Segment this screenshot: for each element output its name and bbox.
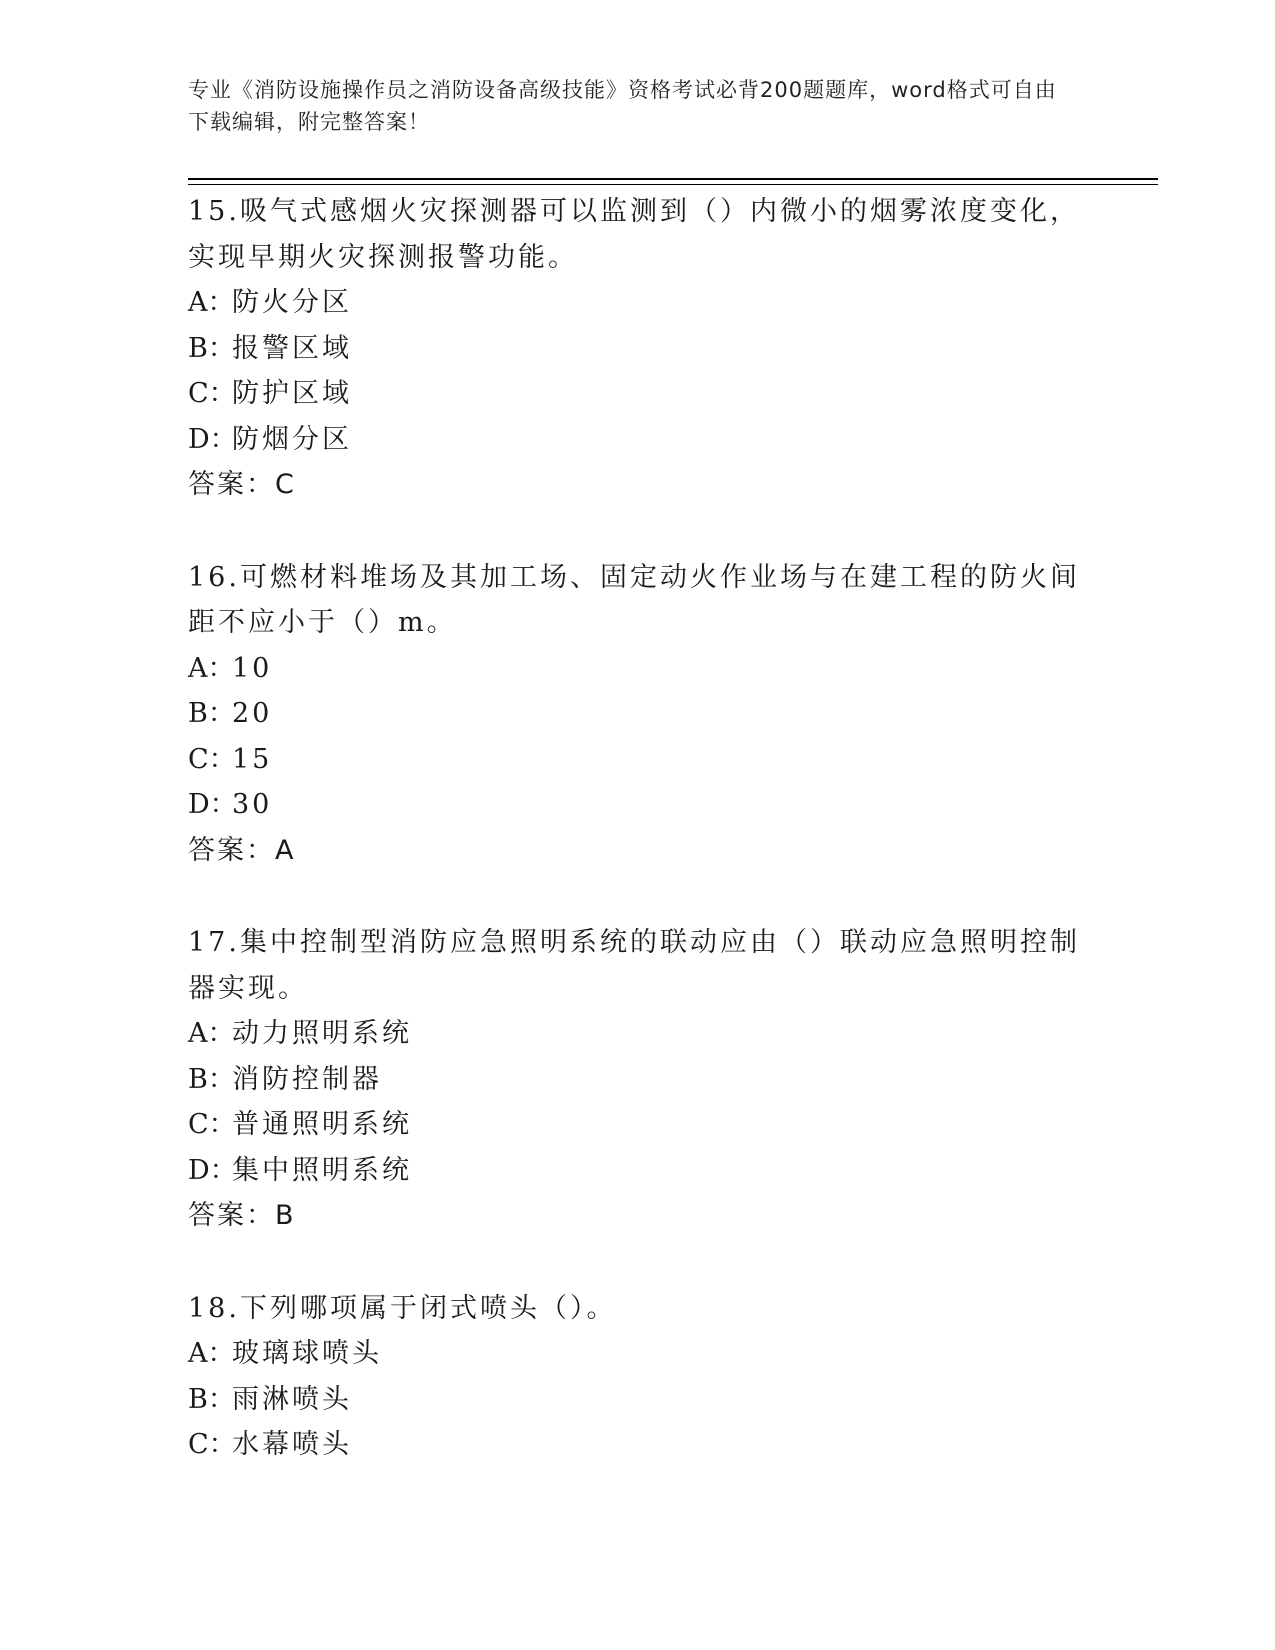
option-a: [188, 280, 1088, 326]
question-list: [188, 189, 1088, 1515]
option-key: D：: [188, 1154, 237, 1186]
option-key: B：: [188, 332, 235, 364]
option-key: D：: [188, 789, 237, 820]
header-divider-thin: [188, 184, 1158, 185]
option-text: 防火分区: [232, 287, 352, 318]
option-d: [188, 417, 1088, 463]
question-17: [188, 920, 1088, 1239]
answer-line: 答案：A: [188, 834, 296, 866]
option-key: B：: [188, 1383, 235, 1415]
option-text: 报警区域: [232, 332, 352, 364]
header-divider-thick: [188, 178, 1158, 180]
option-text: 消防控制器: [232, 1063, 382, 1095]
question-15: [188, 189, 1088, 508]
question-stem: 18.下列哪项属于闭式喷头（）。: [188, 1292, 617, 1324]
option-c: [188, 737, 1088, 783]
answer-line: 答案：B: [188, 1200, 296, 1231]
option-key: A：: [188, 287, 235, 318]
option-text: 普通照明系统: [232, 1109, 412, 1140]
question-stem: 17.集中控制型消防应急照明系统的联动应由（）联动应急照明控制器实现。: [188, 927, 1080, 1004]
option-text: 集中照明系统: [232, 1154, 412, 1186]
option-d: [188, 782, 1088, 828]
option-text: 15: [232, 743, 273, 775]
answer-line: 答案：C: [188, 469, 296, 500]
option-key: C：: [188, 1109, 236, 1140]
option-a: [188, 646, 1088, 692]
option-d: [188, 1148, 1088, 1194]
option-text: 防护区域: [232, 378, 352, 409]
option-key: A：: [188, 1018, 235, 1049]
option-key: C：: [188, 1429, 236, 1460]
option-text: 雨淋喷头: [232, 1383, 352, 1415]
option-text: 20: [232, 698, 273, 729]
question-16: [188, 555, 1088, 874]
option-b: [188, 326, 1088, 372]
option-key: C：: [188, 743, 236, 775]
option-key: D：: [188, 423, 237, 455]
option-text: 玻璃球喷头: [232, 1338, 382, 1369]
question-stem: 16.可燃材料堆场及其加工场、固定动火作业场与在建工程的防火间距不应小于（）m。: [188, 561, 1080, 638]
option-c: [188, 1102, 1088, 1148]
option-key: B：: [188, 698, 235, 729]
option-key: C：: [188, 378, 236, 409]
option-text: 10: [232, 652, 273, 684]
option-b: [188, 1057, 1088, 1103]
option-a: [188, 1331, 1088, 1377]
option-a: [188, 1011, 1088, 1057]
question-stem: 15.吸气式感烟火灾探测器可以监测到（）内微小的烟雾浓度变化，实现早期火灾探测报警功能。: [188, 196, 1080, 273]
option-c: [188, 371, 1088, 417]
option-b: [188, 1377, 1088, 1423]
document-header: 专业《消防设施操作员之消防设备高级技能》资格考试必背200题题库，word格式可自由下载编辑，附完整答案！: [188, 78, 1057, 134]
option-c: [188, 1422, 1088, 1468]
option-key: B：: [188, 1063, 235, 1095]
option-key: A：: [188, 652, 235, 684]
option-text: 防烟分区: [232, 423, 352, 455]
option-text: 动力照明系统: [232, 1018, 412, 1049]
option-text: 30: [232, 789, 273, 820]
question-18: [188, 1286, 1088, 1468]
option-b: [188, 691, 1088, 737]
option-key: A：: [188, 1338, 235, 1369]
option-text: 水幕喷头: [232, 1429, 352, 1460]
